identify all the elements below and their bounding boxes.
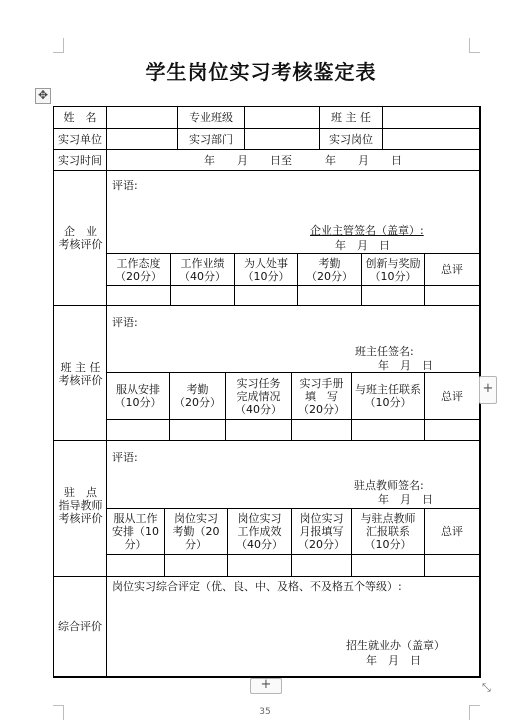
enterprise-comment-area[interactable] (107, 171, 480, 254)
class-teacher-score-cell[interactable] (292, 420, 352, 441)
resident-teacher-date: 年 月 日 (378, 493, 433, 506)
page-corner-mark (53, 705, 64, 720)
enterprise-label-line2: 考核评价 (58, 238, 103, 251)
enterprise-score-cell[interactable] (107, 286, 171, 306)
table-resize-icon[interactable]: ⤡ (482, 681, 491, 694)
class-teacher-label-line2: 考核评价 (58, 374, 103, 387)
intern-dept-value-cell[interactable] (245, 129, 320, 150)
intern-unit-label: 实习单位 (54, 129, 107, 150)
enterprise-score-cell[interactable] (362, 286, 425, 306)
intern-post-label: 实习岗位 (320, 129, 383, 150)
major-class-value-cell[interactable] (245, 107, 320, 129)
page-corner-mark (53, 38, 64, 53)
class-teacher-score-cell[interactable] (226, 420, 292, 441)
class-teacher-value-cell[interactable] (383, 107, 480, 129)
class-teacher-label: 班 主 任 (320, 107, 383, 129)
intern-time-label: 实习时间 (54, 150, 107, 171)
enterprise-criterion-4: 考勤 （20分） (298, 254, 362, 286)
class-teacher-score-cell[interactable] (170, 420, 226, 441)
class-teacher-total-label: 总评 (425, 373, 480, 420)
page-corner-mark (469, 38, 480, 53)
class-teacher-section-label (54, 361, 107, 387)
enterprise-score-cell[interactable] (425, 286, 480, 306)
enterprise-criterion-5: 创新与奖励 （10分） (362, 254, 425, 286)
page-number: 35 (259, 707, 271, 717)
page-corner-mark (469, 705, 480, 720)
document-title: 学生岗位实习考核鉴定表 (145, 60, 377, 84)
resident-teacher-label-line3: 考核评价 (58, 512, 103, 525)
resident-teacher-score-cell[interactable] (107, 555, 165, 577)
resident-teacher-label-line1: 驻 点 (64, 486, 97, 499)
class-teacher-criterion-5: 与班主任联系 （10分） (352, 373, 425, 420)
intern-post-value-cell[interactable] (383, 129, 480, 150)
resident-teacher-score-cell[interactable] (165, 555, 228, 577)
class-teacher-date: 年 月 日 (378, 359, 433, 372)
resident-teacher-score-cell[interactable] (292, 555, 352, 577)
resident-teacher-criterion-2: 岗位实习 考勤（20 分） (165, 509, 228, 555)
enterprise-section-label (54, 225, 107, 251)
class-teacher-score-cell[interactable] (425, 420, 480, 441)
table-move-handle-icon[interactable]: ✥ (35, 88, 51, 104)
enterprise-date: 年 月 日 (335, 239, 390, 252)
intern-unit-value-cell[interactable] (107, 129, 178, 150)
enterprise-criterion-3: 为人处事 （10分） (235, 254, 298, 286)
class-teacher-comment-label: 评语: (112, 316, 138, 329)
overall-date: 年 月 日 (366, 654, 421, 667)
resident-teacher-total-label: 总评 (425, 509, 480, 555)
resident-teacher-label-line2: 指导教师 (58, 499, 103, 512)
class-teacher-signature-label: 班主任签名: (355, 345, 414, 358)
overall-instruction: 岗位实习综合评定（优、良、中、及格、不及格五个等级）: (112, 580, 402, 593)
resident-teacher-comment-label: 评语: (112, 451, 138, 464)
enterprise-label-line1: 企 业 (64, 225, 97, 238)
enterprise-comment-label: 评语: (112, 179, 138, 192)
class-teacher-score-cell[interactable] (107, 420, 170, 441)
intern-dept-label: 实习部门 (178, 129, 245, 150)
class-teacher-score-cell[interactable] (352, 420, 425, 441)
resident-teacher-criterion-5: 与驻点教师 汇报联系 （10分） (352, 509, 425, 555)
resident-teacher-section-label (54, 486, 107, 525)
resident-teacher-score-cell[interactable] (425, 555, 480, 577)
class-teacher-label-line1: 班 主 任 (60, 361, 101, 374)
class-teacher-criterion-2: 考勤 （20分） (170, 373, 226, 420)
enterprise-total-label: 总评 (425, 254, 480, 286)
enterprise-signature-label: 企业主管签名（盖章）: (310, 224, 424, 237)
enterprise-score-cell[interactable] (235, 286, 298, 306)
enterprise-criterion-2: 工作业绩 （40分） (171, 254, 235, 286)
resident-teacher-signature-label: 驻点教师签名: (354, 479, 424, 492)
name-label: 姓 名 (54, 107, 107, 129)
class-teacher-criterion-4: 实习手册 填 写 （20分） (292, 373, 352, 420)
add-column-button[interactable]: + (479, 376, 497, 404)
add-row-button[interactable]: + (250, 678, 282, 694)
enterprise-criterion-1: 工作态度 （20分） (107, 254, 171, 286)
overall-label: 综合评价 (54, 577, 107, 677)
enterprise-score-cell[interactable] (171, 286, 235, 306)
name-value-cell[interactable] (107, 107, 178, 129)
intern-time-range[interactable]: 年 月 日至 年 月 日 (107, 150, 480, 171)
major-class-label: 专业班级 (178, 107, 245, 129)
overall-signature-label: 招生就业办（盖章） (346, 639, 445, 652)
resident-teacher-criterion-4: 岗位实习 月报填写 （20分） (292, 509, 352, 555)
resident-teacher-score-cell[interactable] (228, 555, 292, 577)
class-teacher-criterion-3: 实习任务 完成情况 （40分） (226, 373, 292, 420)
resident-teacher-criterion-1: 服从工作 安排（10 分） (107, 509, 165, 555)
resident-teacher-score-cell[interactable] (352, 555, 425, 577)
class-teacher-criterion-1: 服从安排 （10分） (107, 373, 170, 420)
enterprise-score-cell[interactable] (298, 286, 362, 306)
resident-teacher-criterion-3: 岗位实习 工作成效 （40分） (228, 509, 292, 555)
